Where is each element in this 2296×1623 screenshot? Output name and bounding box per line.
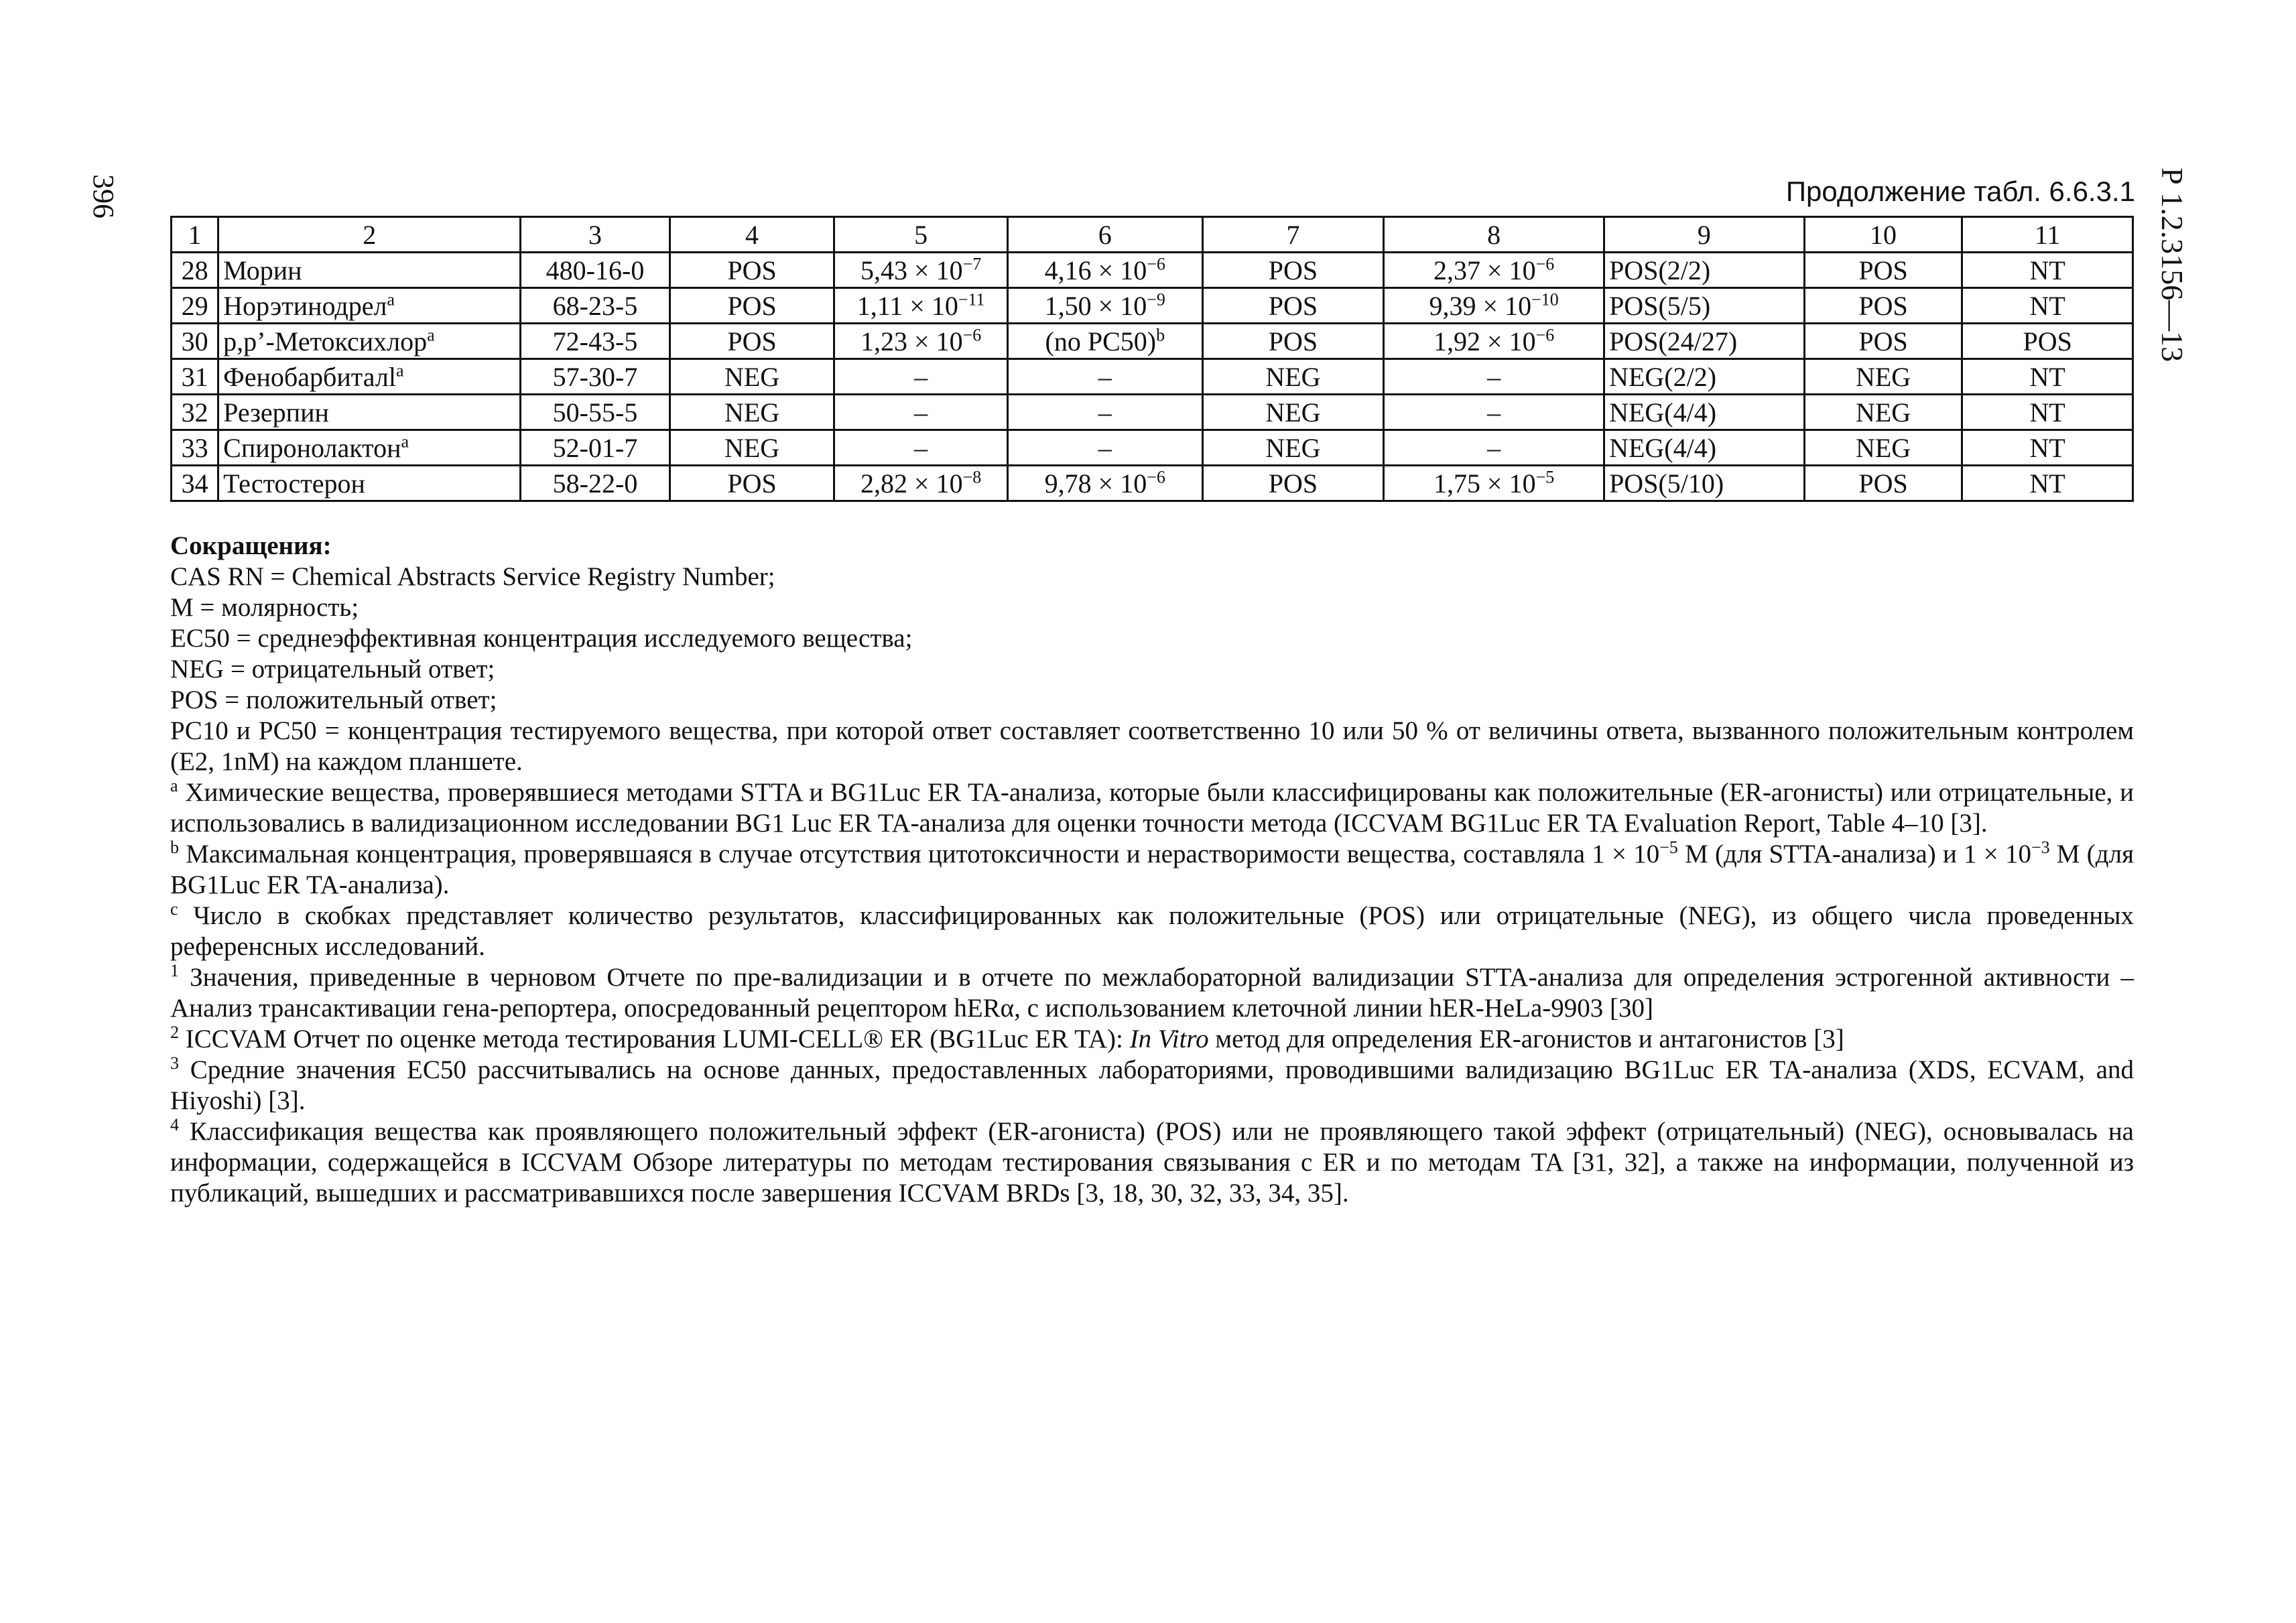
superscript: −6	[962, 325, 982, 345]
row-number-text: 33	[181, 432, 208, 463]
cell-col10	[1804, 324, 1962, 359]
cell-col10	[1804, 395, 1962, 430]
footnote-mark: c	[170, 899, 178, 919]
cas-number-text: 52-01-7	[552, 432, 638, 463]
cell-col6-text: 9,78 × 10	[1044, 468, 1147, 499]
cell-col6	[1007, 430, 1202, 466]
footnote-text: M (для BG1Luc ER TA-анализа).	[170, 840, 2134, 899]
cell-col7	[1202, 359, 1384, 395]
superscript: a	[395, 361, 404, 381]
cell-col4-text: POS	[727, 255, 777, 285]
cell-col5	[834, 324, 1008, 359]
header-cell: 7	[1202, 217, 1384, 253]
substance-name	[218, 324, 521, 359]
cell-col9-text: NEG(4/4)	[1609, 397, 1717, 428]
footnote-text: Число в скобках представляет количество результатов, классифицированных как положительные (POS) или отрицательные (NEG), из общего числа проведенных референсных исследований.	[170, 901, 2134, 961]
cell-col6	[1007, 395, 1202, 430]
cell-col11-text: NT	[2029, 290, 2065, 321]
footnote-mark: b	[170, 838, 179, 857]
table-row	[172, 430, 2133, 466]
notes-section	[170, 531, 2134, 1209]
table-row	[172, 395, 2133, 430]
cell-col9-text: POS(2/2)	[1609, 255, 1711, 285]
substance-name-text: Спиронолактон	[223, 432, 401, 463]
superscript: a	[401, 432, 409, 452]
cas-number	[521, 359, 670, 395]
substance-name-text: Резерпин	[223, 397, 329, 428]
cell-col9	[1604, 395, 1805, 430]
cell-col5-text: 1,11 × 10	[856, 290, 958, 321]
cell-col6	[1007, 466, 1202, 501]
cell-col7-text: POS	[1268, 290, 1318, 321]
cell-col5-text: 2,82 × 10	[860, 468, 963, 499]
header-cell: 5	[834, 217, 1008, 253]
substance-name	[218, 359, 521, 395]
cell-col5-text: –	[914, 361, 928, 392]
superscript: −8	[962, 467, 982, 487]
footnote-text: ICCVAM Отчет по оценке метода тестирования LUMI-CELL® ER (BG1Luc ER TA):	[185, 1025, 1130, 1053]
cell-col6	[1007, 324, 1202, 359]
cell-col10-text: POS	[1858, 326, 1908, 356]
document-code: Р 1.2.3156—13	[2155, 168, 2189, 363]
header-cell: 3	[521, 217, 670, 253]
cell-col11	[1962, 253, 2133, 288]
row-number	[172, 253, 218, 288]
abbreviation-item: PC10 и PC50 = концентрация тестируемого вещества, при которой ответ составляет соответственно 10 или 50 % от величины ответа, вызванного положительным контролем (E2, 1nM) на каждом планшете.	[170, 716, 2134, 776]
cell-col10-text: NEG	[1855, 397, 1911, 428]
row-number-text: 32	[181, 397, 208, 428]
cell-col10	[1804, 288, 1962, 324]
cell-col11-text: NT	[2029, 432, 2065, 463]
cell-col7-text: POS	[1268, 468, 1318, 499]
cell-col8-text: 1,75 × 10	[1433, 468, 1536, 499]
row-number	[172, 395, 218, 430]
cell-col5	[834, 288, 1008, 324]
cell-col9-text: POS(5/10)	[1609, 468, 1724, 499]
cell-col4-text: NEG	[724, 397, 780, 428]
substance-name-text: Фенобарбиталl	[223, 361, 396, 392]
cell-col4	[669, 253, 834, 288]
cell-col7	[1202, 395, 1384, 430]
superscript: −7	[962, 254, 982, 274]
cell-col5	[834, 430, 1008, 466]
cell-col4-text: POS	[727, 290, 777, 321]
table-row	[172, 324, 2133, 359]
row-number	[172, 466, 218, 501]
cell-col11-text: POS	[2023, 326, 2072, 356]
cell-col5	[834, 395, 1008, 430]
table-continuation-caption: Продолжение табл. 6.6.3.1	[1785, 176, 2135, 207]
cas-number-text: 50-55-5	[552, 397, 638, 428]
substance-name-text: Тестостерон	[223, 468, 365, 499]
cell-col8-text: –	[1487, 361, 1501, 392]
row-number-text: 30	[181, 326, 208, 356]
cell-col9	[1604, 324, 1805, 359]
footnote-mark: 3	[170, 1053, 179, 1073]
cell-col4-text: POS	[727, 468, 777, 499]
cas-number	[521, 288, 670, 324]
cas-number-text: 72-43-5	[552, 326, 638, 356]
footnote-text: Максимальная концентрация, проверявшаяся в случае отсутствия цитотоксичности и нерастворимости вещества, составляла 1 × 10	[186, 840, 1660, 868]
cell-col7-text: NEG	[1265, 397, 1321, 428]
cell-col11	[1962, 288, 2133, 324]
cell-col8-text: 1,92 × 10	[1433, 326, 1536, 356]
cell-col7-text: NEG	[1265, 361, 1321, 392]
superscript: b	[1156, 325, 1165, 345]
footnote-3	[170, 1055, 2134, 1116]
cas-number-text: 480-16-0	[546, 255, 645, 285]
cell-col7-text: POS	[1268, 326, 1318, 356]
abbreviation-item: POS = положительный ответ;	[170, 686, 497, 714]
row-number	[172, 288, 218, 324]
cell-col8	[1384, 430, 1604, 466]
superscript: −6	[1147, 254, 1165, 274]
cell-col4	[669, 466, 834, 501]
footnote-2	[170, 1024, 2134, 1055]
superscript: a	[387, 289, 395, 310]
header-cell: 1	[172, 217, 218, 253]
substance-name	[218, 466, 521, 501]
cell-col4-text: NEG	[724, 432, 780, 463]
cell-col8	[1384, 359, 1604, 395]
cell-col8-text: –	[1487, 432, 1501, 463]
page-number: 396	[87, 174, 120, 218]
footnote-text: Значения, приведенные в черновом Отчете по пре-валидизации и в отчете по межлабораторной валидизации STTA-анализа для определения эстрогенной активности – Анализ трансактивации гена-репортера, опосредованный рецептором hERα, с использованием клеточной линии hER-HeLa-9903 [30]	[170, 963, 2134, 1023]
cell-col10	[1804, 359, 1962, 395]
header-cell: 6	[1007, 217, 1202, 253]
cell-col11-text: NT	[2029, 468, 2065, 499]
abbreviation-item: M = молярность;	[170, 593, 359, 622]
cell-col11	[1962, 324, 2133, 359]
cell-col4-text: NEG	[724, 361, 780, 392]
cell-col4	[669, 359, 834, 395]
cell-col9	[1604, 466, 1805, 501]
cell-col9	[1604, 288, 1805, 324]
data-table	[170, 216, 2134, 502]
abbreviation-item: CAS RN = Chemical Abstracts Service Registry Number;	[170, 562, 775, 591]
cell-col9-text: NEG(4/4)	[1609, 432, 1717, 463]
cell-col6-text: (no PC50)	[1045, 326, 1157, 356]
cell-col4	[669, 288, 834, 324]
cell-col7	[1202, 253, 1384, 288]
footnote-mark: 2	[170, 1023, 179, 1042]
cell-col10	[1804, 253, 1962, 288]
superscript: −10	[1531, 289, 1559, 310]
footnote-text: Средние значения EC50 рассчитывались на основе данных, предоставленных лабораториями, проводившими валидизацию BG1Luc ER TA-анализа (XDS, ECVAM, and Hiyoshi) [3].	[170, 1055, 2134, 1115]
header-cell: 2	[218, 217, 521, 253]
row-number-text: 31	[181, 361, 208, 392]
row-number	[172, 430, 218, 466]
cell-col7	[1202, 288, 1384, 324]
cell-col8	[1384, 466, 1604, 501]
substance-name-text: p,p’-Метоксихлор	[223, 326, 428, 356]
abbreviations-title: Сокращения:	[170, 531, 332, 560]
cell-col8-text: –	[1487, 397, 1501, 428]
superscript: a	[427, 325, 435, 345]
cell-col4	[669, 430, 834, 466]
exponent: −3	[2031, 838, 2050, 857]
table-row	[172, 253, 2133, 288]
cell-col9	[1604, 359, 1805, 395]
superscript: −11	[958, 289, 985, 310]
cell-col7	[1202, 466, 1384, 501]
cas-number	[521, 253, 670, 288]
superscript: −6	[1535, 325, 1555, 345]
cell-col4	[669, 395, 834, 430]
table-row	[172, 288, 2133, 324]
footnote-4	[170, 1116, 2134, 1209]
cell-col9-text: POS(24/27)	[1609, 326, 1738, 356]
row-number-text: 29	[181, 290, 208, 321]
cell-col8	[1384, 253, 1604, 288]
cell-col10-text: POS	[1858, 468, 1908, 499]
table-header-row	[172, 217, 2133, 253]
cell-col8	[1384, 324, 1604, 359]
cell-col10	[1804, 466, 1962, 501]
row-number-text: 34	[181, 468, 208, 499]
header-cell: 8	[1384, 217, 1604, 253]
superscript: −5	[1535, 467, 1555, 487]
cell-col9	[1604, 253, 1805, 288]
footnote-b	[170, 839, 2134, 901]
substance-name-text: Морин	[223, 255, 302, 285]
footnote-mark: a	[170, 776, 178, 795]
cell-col5-text: –	[914, 432, 928, 463]
cell-col11-text: NT	[2029, 255, 2065, 285]
superscript: −6	[1147, 467, 1165, 487]
cell-col6	[1007, 359, 1202, 395]
cell-col9	[1604, 430, 1805, 466]
superscript: −6	[1535, 254, 1555, 274]
footnote-1	[170, 962, 2134, 1024]
footnote-text: Классификация вещества как проявляющего положительный эффект (ER-агониста) (POS) или не проявляющего такой эффект (отрицательный) (NEG), основывалась на информации, содержащейся в ICCVAM Обзоре литературы по методам тестирования связывания с ER и по методам TA [31, 32], а также на информации, полученной из публикаций, вышедших и рассматривавшихся после завершения ICCVAM BRDs [3, 18, 30, 32, 33, 34, 35].	[170, 1117, 2134, 1208]
cell-col10-text: NEG	[1855, 432, 1911, 463]
cell-col6	[1007, 288, 1202, 324]
table-body	[172, 217, 2133, 501]
row-number-text: 28	[181, 255, 208, 285]
abbreviation-item: NEG = отрицательный ответ;	[170, 655, 495, 684]
footnote-a	[170, 777, 2134, 839]
cas-number	[521, 324, 670, 359]
row-number	[172, 359, 218, 395]
cell-col7	[1202, 430, 1384, 466]
cas-number-text: 58-22-0	[552, 468, 638, 499]
cell-col5	[834, 253, 1008, 288]
cell-col11	[1962, 395, 2133, 430]
substance-name-text: Норэтинодрел	[223, 290, 387, 321]
abbreviation-item: EC50 = среднеэффективная концентрация исследуемого вещества;	[170, 624, 913, 653]
cell-col5-text: 1,23 × 10	[860, 326, 963, 356]
cell-col9-text: NEG(2/2)	[1609, 361, 1717, 392]
cell-col10-text: POS	[1858, 255, 1908, 285]
cell-col5-text: –	[914, 397, 928, 428]
cell-col7	[1202, 324, 1384, 359]
cell-col8	[1384, 395, 1604, 430]
cell-col10	[1804, 430, 1962, 466]
substance-name	[218, 288, 521, 324]
cas-number-text: 68-23-5	[552, 290, 638, 321]
table-row	[172, 359, 2133, 395]
footnote-text: метод для определения ER-агонистов и антагонистов [3]	[1208, 1025, 1844, 1053]
header-cell: 4	[669, 217, 834, 253]
substance-name	[218, 253, 521, 288]
footnote-text: M (для STTA-анализа) и 1 × 10	[1677, 840, 2031, 868]
cell-col10-text: POS	[1858, 290, 1908, 321]
cas-number	[521, 430, 670, 466]
cas-number	[521, 395, 670, 430]
cell-col6-text: –	[1098, 432, 1112, 463]
cell-col7-text: POS	[1268, 255, 1318, 285]
cell-col6-text: 1,50 × 10	[1044, 290, 1147, 321]
cell-col8-text: 9,39 × 10	[1429, 290, 1532, 321]
cell-col11-text: NT	[2029, 397, 2065, 428]
cell-col8	[1384, 288, 1604, 324]
cell-col5-text: 5,43 × 10	[860, 255, 963, 285]
cell-col11	[1962, 359, 2133, 395]
cell-col7-text: NEG	[1265, 432, 1321, 463]
header-cell: 9	[1604, 217, 1805, 253]
footnote-text: Химические вещества, проверявшиеся методами STTA и BG1Luc ER TA-анализа, которые были классифицированы как положительные (ER-агонисты) или отрицательные, и использовались в валидизационном исследовании BG1 Luc ER TA-анализа для оценки точности метода (ICCVAM BG1Luc ER TA Evaluation Report, Table 4–10 [3].	[170, 778, 2134, 838]
header-cell: 11	[1962, 217, 2133, 253]
cell-col4-text: POS	[727, 326, 777, 356]
exponent: −5	[1659, 838, 1678, 857]
cell-col11-text: NT	[2029, 361, 2065, 392]
substance-name	[218, 430, 521, 466]
footnote-mark: 4	[170, 1115, 179, 1134]
cas-number	[521, 466, 670, 501]
footnote-mark: 1	[170, 961, 179, 980]
cell-col4	[669, 324, 834, 359]
cell-col8-text: 2,37 × 10	[1433, 255, 1536, 285]
cell-col11	[1962, 466, 2133, 501]
cell-col10-text: NEG	[1855, 361, 1911, 392]
cell-col5	[834, 359, 1008, 395]
footnote-c	[170, 901, 2134, 962]
substance-name	[218, 395, 521, 430]
table-row	[172, 466, 2133, 501]
cell-col9-text: POS(5/5)	[1609, 290, 1711, 321]
superscript: −9	[1147, 289, 1165, 310]
cell-col6	[1007, 253, 1202, 288]
cell-col6-text: –	[1098, 397, 1112, 428]
cell-col11	[1962, 430, 2133, 466]
footnote-italic: In Vitro	[1129, 1025, 1209, 1053]
row-number	[172, 324, 218, 359]
cas-number-text: 57-30-7	[552, 361, 638, 392]
cell-col5	[834, 466, 1008, 501]
cell-col6-text: –	[1098, 361, 1112, 392]
cell-col6-text: 4,16 × 10	[1044, 255, 1147, 285]
header-cell: 10	[1804, 217, 1962, 253]
